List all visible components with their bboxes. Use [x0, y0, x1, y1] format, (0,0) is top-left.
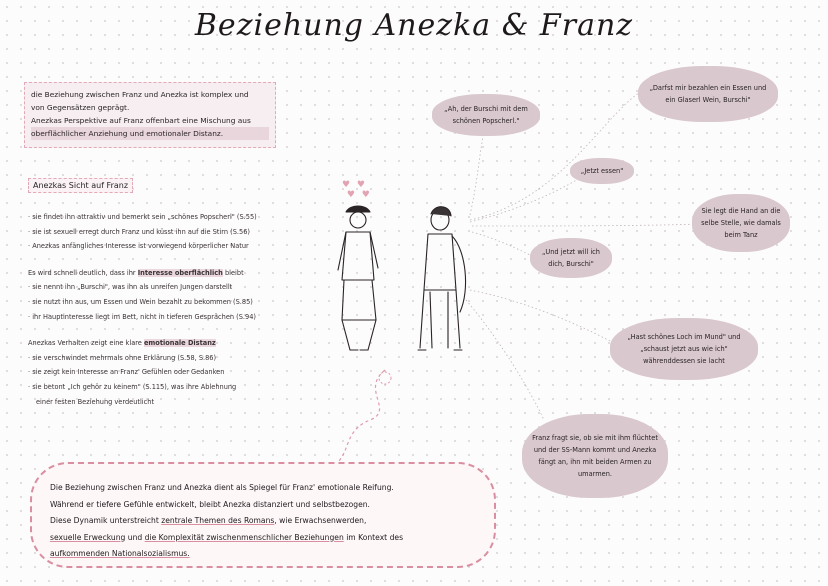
note-paragraph: Anezkas Verhalten zeigt eine klare emotionale Distanz — [28, 339, 216, 348]
dashed-swirl — [338, 370, 385, 462]
note-item: · sie nutzt ihn aus, um Essen und Wein bezahlt zu bekommen (S.85) — [28, 297, 253, 306]
note-item: einer festen Beziehung verdeutlicht — [36, 397, 155, 406]
intro-line: von Gegensätzen geprägt. — [31, 103, 130, 112]
note-item: · ihr Hauptinteresse liegt im Bett, nicht in tieferen Gesprächen (S.94) — [28, 312, 256, 321]
summary-line: Während er tiefere Gefühle entwickelt, bleibt Anezka distanziert und selbstbezogen. — [50, 499, 370, 509]
summary-line: sexuelle Erweckung und die Komplexität zwischenmenschlicher Beziehungen im Kontext des — [50, 532, 404, 542]
note-item: · sie ist sexuell erregt durch Franz und küsst ihn auf die Stirn (S.56) — [28, 227, 250, 236]
summary-box — [30, 462, 496, 568]
quote-bubble: „Hast schönes Loch im Mund" und „schaust jetzt aus wie ich" währenddessen sie lacht — [610, 318, 758, 380]
hearts-icon: ♥ ♥ ♥ ♥ — [342, 180, 372, 200]
note-item: · sie verschwindet mehrmals ohne Erklärung (S.58, S.86) — [28, 353, 217, 362]
quote-bubble: Sie legt die Hand an die selbe Stelle, wie damals beim Tanz — [692, 194, 790, 252]
note-item: · sie betont „Ich gehör zu keinem" (S.115), was ihre Ablehnung — [28, 382, 237, 391]
summary-line: Diese Dynamik unterstreicht zentrale Themen des Romans, wie Erwachsenwerden, — [50, 516, 367, 525]
intro-line: die Beziehung zwischen Franz und Anezka ist komplex und — [31, 90, 249, 99]
quote-bubble: „Jetzt essen" — [570, 158, 634, 184]
summary-line: aufkommenden Nationalsozialismus. — [50, 549, 190, 558]
note-item: · sie findet ihn attraktiv und bemerkt sein „schönes Popscherl" (S.55) — [28, 213, 257, 221]
quote-bubble: Franz fragt sie, ob sie mit ihm flüchtet und der SS-Mann kommt und Anezka fängt an, ihn mit beiden Armen zu umarmen. — [522, 414, 668, 498]
quote-bubble: „Und jetzt will ich dich, Burschi" — [530, 238, 612, 278]
note-item: · sie zeigt kein Interesse an Franz' Gefühlen oder Gedanken — [28, 368, 225, 377]
note-keyword: Interesse oberflächlich — [137, 268, 223, 277]
quote-bubble: „Darfst mir bezahlen ein Essen und ein Glaserl Wein, Burschi" — [638, 66, 778, 122]
intro-line: Anezkas Perspektive auf Franz offenbart eine Mischung aus — [31, 116, 251, 125]
intro-line: oberflächlicher Anziehung und emotionaler Distanz. — [31, 127, 269, 140]
note-item: · Anezkas anfängliches Interesse ist vorwiegend körperlicher Natur — [28, 242, 249, 251]
note-item: · sie nennt ihn „Burschi", was ihn als unreifen Jungen darstellt — [28, 283, 233, 292]
section-heading: Anezkas Sicht auf Franz — [28, 178, 133, 193]
note-keyword: emotionale Distanz — [143, 339, 216, 348]
summary-line: Die Beziehung zwischen Franz und Anezka dient als Spiegel für Franz' emotionale Reifung. — [50, 483, 394, 492]
couple-illustration — [320, 180, 480, 360]
page-title: Beziehung Anezka & Franz — [194, 8, 634, 43]
quote-bubble: „Ah, der Burschi mit dem schönen Popscherl." — [432, 94, 540, 136]
note-paragraph: Es wird schnell deutlich, dass ihr Interesse oberflächlich bleibt — [28, 268, 244, 277]
